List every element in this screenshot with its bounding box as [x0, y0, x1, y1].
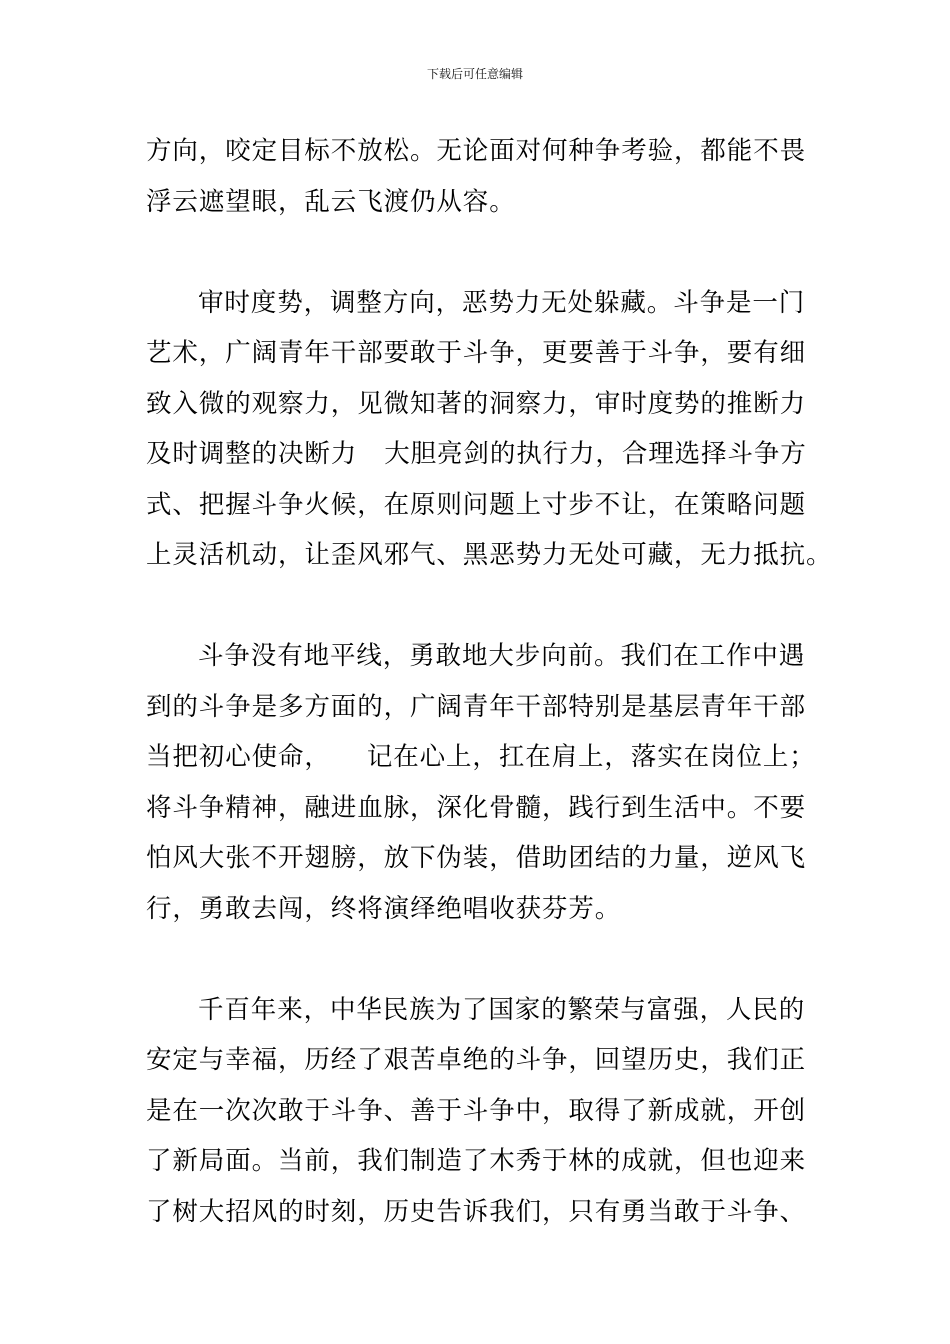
text-line: 千百年来，中华民族为了国家的繁荣与富强，人民的 [198, 994, 806, 1025]
text-line: 斗争没有地平线，勇敢地大步向前。我们在工作中遇 [198, 641, 806, 671]
text-line: 审时度势，调整方向，恶势力无处躲藏。斗争是一门 [198, 287, 806, 318]
text-line: 方向，咬定目标不放松。无论面对何种争考验，都能不畏 [146, 136, 807, 166]
text-line: 是在一次次敢于斗争、善于斗争中，取得了新成就，开创 [146, 1095, 807, 1126]
text-line: 了新局面。当前，我们制造了木秀于林的成就，但也迎来 [146, 1146, 807, 1176]
text-line: 上灵活机动，让歪风邪气、黑恶势力无处可藏，无力抵抗。 [146, 540, 833, 570]
text-line: 致入微的观察力，见微知著的洞察力，审时度势的推断力 [146, 388, 807, 419]
text-line: 及时调整的决断力 大胆亮剑的执行力，合理选择斗争方 [146, 439, 807, 469]
text-line: 行，勇敢去闯，终将演绎绝唱收获芬芳。 [146, 893, 622, 924]
paragraph-gap [146, 934, 826, 985]
paragraph-4 [146, 985, 826, 1238]
text-line: 安定与幸福，历经了艰苦卓绝的斗争，回望历史，我们正 [146, 1045, 807, 1075]
text-line: 将斗争精神，融进血脉，深化骨髓，践行到生活中。不要 [146, 792, 807, 823]
document-body [146, 126, 833, 1237]
text-line: 怕风大张不开翅膀，放下伪装，借助团结的力量，逆风飞 [146, 843, 807, 873]
paragraph-3 [146, 631, 826, 934]
text-line: 式、把握斗争火候，在原则问题上寸步不让，在策略问题 [146, 489, 807, 520]
text-line: 当把初心使命， 记在心上，扛在肩上，落实在岗位上； [146, 742, 816, 772]
text-line: 了树大招风的时刻，历史告诉我们，只有勇当敢于斗争、 [146, 1196, 807, 1227]
paragraph-1 [146, 126, 826, 227]
paragraph-gap [146, 227, 826, 278]
page-header-note: 下载后可任意编辑 [426, 67, 523, 81]
paragraph-2 [146, 278, 833, 581]
text-line: 艺术，广阔青年干部要敢于斗争，更要善于斗争，要有细 [146, 338, 807, 368]
paragraph-gap [146, 581, 826, 632]
text-line: 浮云遮望眼，乱云飞渡仍从容。 [146, 186, 516, 217]
text-line: 到的斗争是多方面的，广阔青年干部特别是基层青年干部 [146, 691, 807, 722]
